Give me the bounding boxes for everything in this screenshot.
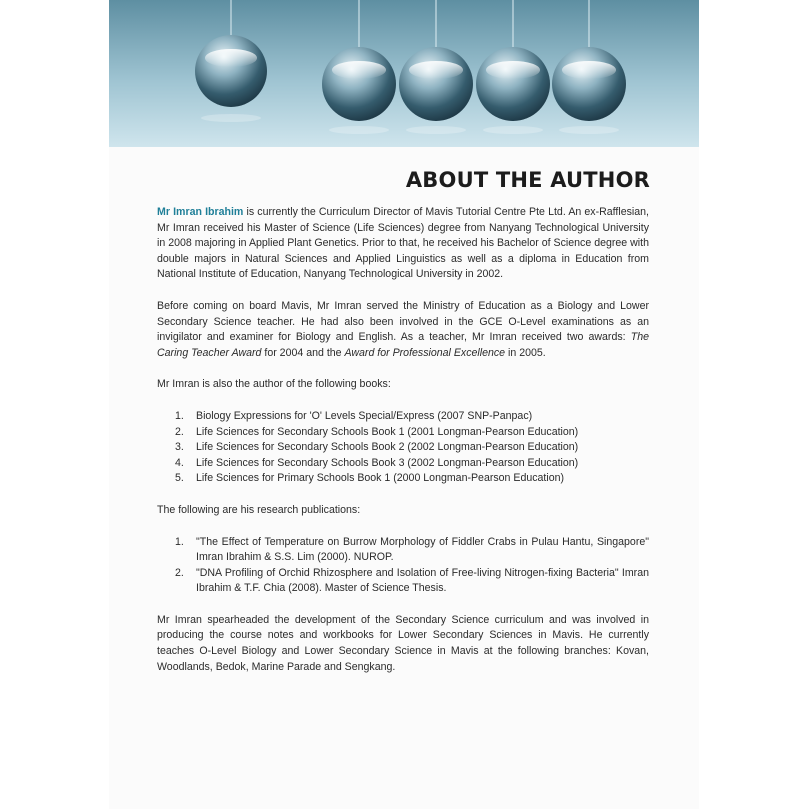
- list-item: [175, 456, 649, 472]
- document-page: [109, 0, 699, 809]
- list-text: "The Effect of Temperature on Burrow Morphology of Fiddler Crabs in Pulau Hantu, Singapore" Imran Ibrahim & S.S. Lim (2000). NUROP.: [196, 535, 649, 564]
- author-name: Mr Imran Ibrahim: [157, 206, 244, 218]
- newtons-cradle-banner-image: [109, 0, 699, 147]
- closing-paragraph: Mr Imran spearheaded the development of the Secondary Science curriculum and was involved in producing the course notes and workbooks for Lower Secondary Sciences in Mavis. He currently teaches O-Level Biology and Lower Secondary Science in Mavis at the following branches: Kovan, Woodlands, Bedok, Marine Parade and Sengkang.: [157, 613, 649, 673]
- research-list: [157, 535, 649, 597]
- cradle-ball: [552, 47, 626, 121]
- list-number: 3.: [175, 441, 184, 454]
- list-text: Life Sciences for Secondary Schools Book 3 (2002 Longman-Pearson Education): [196, 456, 579, 469]
- list-item: [175, 425, 649, 441]
- document-body: [157, 205, 649, 691]
- list-item: [175, 471, 649, 487]
- list-text: "DNA Profiling of Orchid Rhizosphere and Isolation of Free-living Nitrogen-fixing Bacteria" Imran Ibrahim & T.F. Chia (2008). Master of Science Thesis.: [196, 566, 649, 595]
- list-number: 5.: [175, 472, 184, 485]
- research-intro: The following are his research publications:: [157, 503, 361, 516]
- award-professional-excellence: Award for Professional Excellence: [344, 346, 506, 359]
- list-text: Biology Expressions for 'O' Levels Special/Express (2007 SNP-Panpac): [196, 409, 533, 422]
- list-text: Life Sciences for Primary Schools Book 1 (2000 Longman-Pearson Education): [196, 472, 565, 485]
- bio-paragraph: [157, 205, 649, 283]
- cradle-ball: [322, 47, 396, 121]
- list-number: 2.: [175, 566, 184, 579]
- list-item: [175, 409, 649, 425]
- list-item: [175, 440, 649, 456]
- career-text-b: for 2004 and the: [261, 346, 345, 359]
- career-paragraph: [157, 299, 649, 361]
- books-list: [157, 409, 649, 487]
- career-text-c: in 2005.: [505, 346, 546, 359]
- list-number: 1.: [175, 535, 184, 548]
- award-caring-teacher: The Caring Teacher Award: [157, 331, 649, 359]
- career-text-a: Before coming on board Mavis, Mr Imran served the Ministry of Education as a Biology and Lower Secondary Science teacher. He had also been involved in the GCE O-Level examinations as an invigilator and examiner for Biology and English. As a teacher, Mr Imran received two awards:: [157, 299, 649, 344]
- list-number: 4.: [175, 456, 184, 469]
- list-number: 2.: [175, 425, 184, 438]
- bio-text: is currently the Curriculum Director of Mavis Tutorial Centre Pte Ltd. An ex-Rafflesian, Mr Imran received his Master of Science (Life Sciences) degree from Nanyang Technological University in 2008 majoring in Applied Plant Genetics. Prior to that, he received his Bachelor of Science degree with double majors in Natural Sciences and Applied Linguistics as well as a diploma in Education from National Institute of Education, Nanyang Technological University in 2002.: [157, 206, 649, 281]
- list-number: 1.: [175, 409, 184, 422]
- page-title: ABOUT THE AUTHOR: [405, 168, 650, 192]
- list-item: [175, 566, 649, 597]
- cradle-ball: [399, 47, 473, 121]
- cradle-ball: [476, 47, 550, 121]
- cradle-ball: [195, 35, 267, 107]
- list-text: Life Sciences for Secondary Schools Book 2 (2002 Longman-Pearson Education): [196, 441, 579, 454]
- list-text: Life Sciences for Secondary Schools Book 1 (2001 Longman-Pearson Education): [196, 425, 579, 438]
- books-intro: Mr Imran is also the author of the following books:: [157, 378, 391, 391]
- list-item: [175, 535, 649, 566]
